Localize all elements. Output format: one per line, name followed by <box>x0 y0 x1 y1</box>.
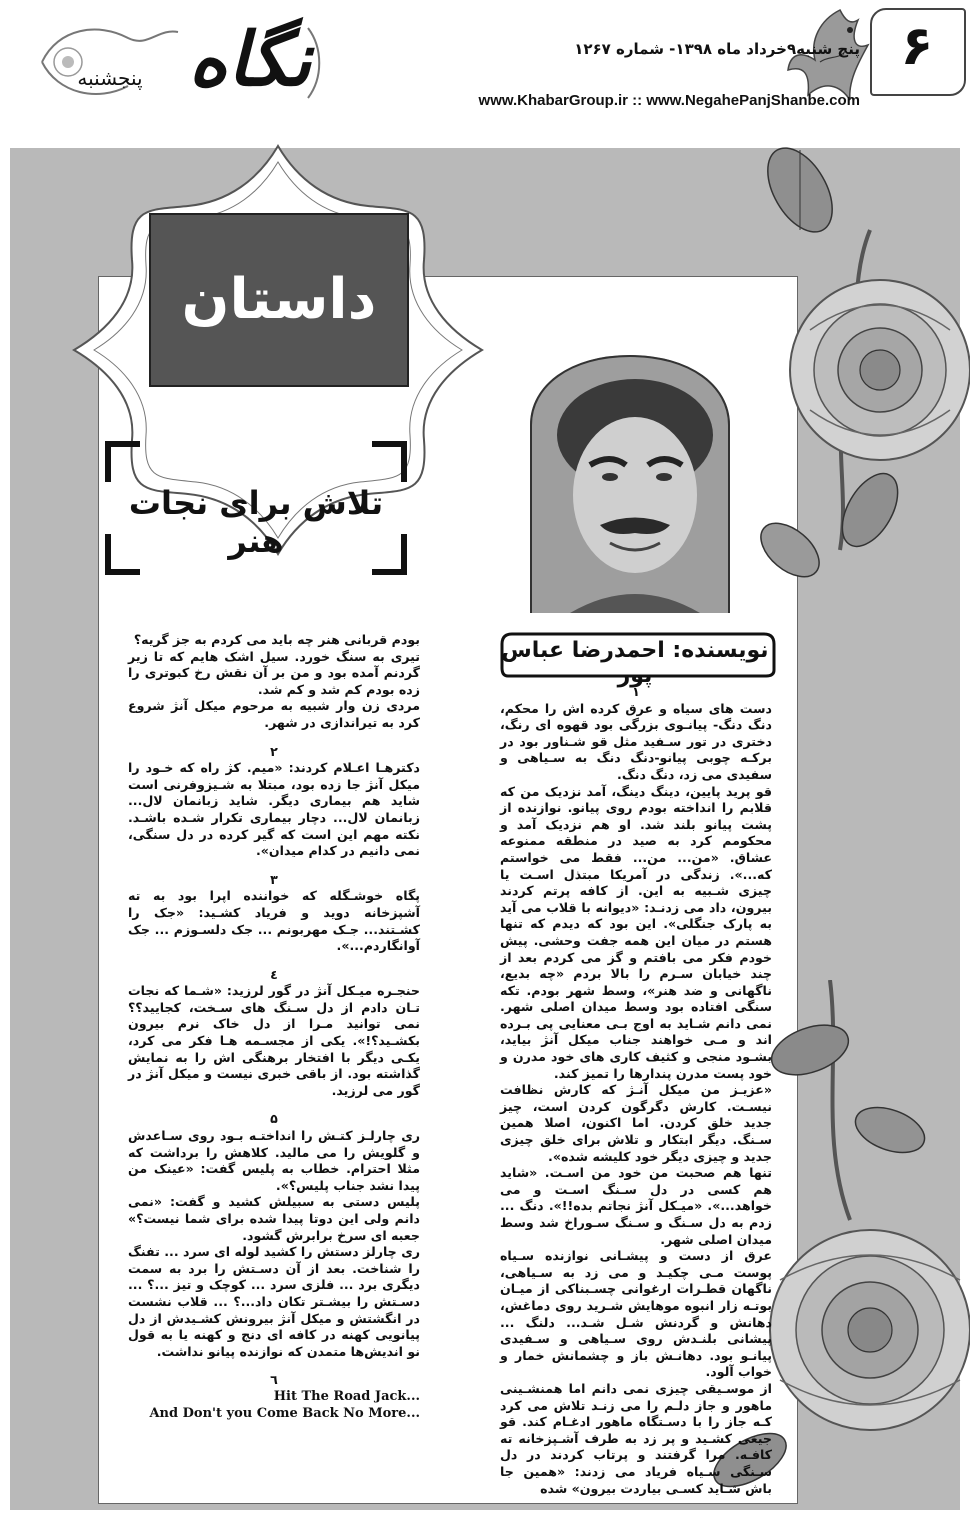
rose-illustration-top <box>730 130 970 590</box>
story-paragraph: تیری به سنگ خورد. سیل اشک هایم که تا زیر گردنم آمده بود و من بر آن نقش رخ کبوتری را زده بودم کم شد و کم شد. <box>128 648 420 697</box>
story-paragraph: پلیس دستی به سبیلش کشید و گفت: «نمی دانم ولی این دوتا پیدا شده برای شما نیست؟» جعبه ای سرخ برابرش گشود. <box>128 1194 420 1243</box>
story-column-right <box>500 684 772 1497</box>
author-photo <box>530 355 730 613</box>
section-number: ٦ <box>270 1372 278 1388</box>
story-paragraph: «عزیـز من میکل آنـژ که کارش نظافت نیسـت. کارش دگرگون کردن است، چیز جدید خلق کردن. اما اکنون، اصلا همین سـنگ. دیگر ابتکار و تلاش برای خلق چیزی جدید و چیزی دیگر خود کلیشه شده». <box>500 1082 772 1164</box>
story-column-left <box>128 632 420 1422</box>
masthead-logo: نگاه <box>188 17 312 103</box>
story-title: تلاش برای نجات هنر <box>128 484 384 560</box>
story-paragraph: عرق از دست و پیشـانی نوازنده سـیاه پوست مـی چکیـد و می زد به سـیاهی، ناگهان قطـرات ارغوانی چسـبناکی از میـان بوتـه زار انبوه موهایش شـرید روی دماغش، دهانش و گردنش شـل شـد... دلنگ ... پیشانی بلنـدش روی سـیاهی و سـفیدی پیانـو بود. دهانـش باز و چشمانش خمار و خواب آلود. <box>500 1248 772 1380</box>
story-paragraph: مردی زن وار شبیه به مرحوم میکل آنژ شروع کرد به تیراندازی در شهر. <box>128 698 420 730</box>
story-paragraph: از موسـیقی چیزی نمی دانم اما همنشـینی ماهور و جاز دلـم را می زنـد تلاش می کرد کـه جاز را با دسـتگاه ماهور ادغـام کند. قو جیغی کشـید و پر زد به طرف آشـپزخانه ته کافـه. مرا گرفتند و پرتاب کردند در دل سـنگی سـیاه فریاد می زدند: «همین جا باش شـاید کسـی بیاردت بیرون» شده <box>500 1380 772 1496</box>
closing-line: Hit The Road Jack... <box>273 1388 420 1404</box>
story-paragraph: پگاه خوشـگله که خواننده اپرا بود به ته آشپزخانه دوید و فریاد کشـید: «جک را کشـتند... جـک مهربونم ... جک دلسـوزم ... جک آوانگاردم...». <box>128 888 420 954</box>
story-paragraph: بودم قربانی هنر چه باید می کردم به جز گریه؟ <box>133 632 420 647</box>
story-paragraph: قو پرید پایین، دینگ دینگ، آمد نزدیک من که قلابم را انداخته بودم روی پیانو. نوازنده از پشت پیانو بلند شد. او هم نزدیک آمد و محکومم کرد به صید در منطقه ممنوعه عشاق. «من... من... فقط می خواستم که...». زندگی در آمریکا مبتذل اسـت یا چیزی شـبیه به این. از کافه پرتم کردند بیرون، داد می زدنـد: «دیوانه با قلاب می آید به پارک جنگلی». این بود که دیدم که تنها هستم در میان این همه جفت وحشی. پیش خودم فکر می بافتم و گز می کردم بعد از چند خیابان سـرم را بالا بردم «چه بدیع، ناگهانی و ضد هنر»، وسط شهر بودم. تکه سنگی افتاده بود وسط میدان اصلی شهر. نمی دانم شـاید به اوج بـی معنایی پی بـرده اند و مـی خواهند جناب میکل آنژ بیاید، بشـود منجی و کثیف کاری های خود مدرن و خود پست مدرن پندارها را تمیز کند. <box>500 783 772 1081</box>
section-number: ۲ <box>270 743 278 759</box>
story-paragraph: ری چارلـز کتـش را انداختـه بـود روی سـاعدش و گلویش را می مالید. کلاهش را برداشت که مثلا احترام. خطاب به پلیس گفت: «عینک من پیدا نشد جناب پلیس؟». <box>128 1128 420 1193</box>
issue-date-line: پنج شنبه۹خرداد ماه ۱۳۹۸- شماره ۱۲۶۷ <box>574 40 860 58</box>
section-number: ۳ <box>270 871 278 887</box>
masthead-subtitle: پنجشنبه <box>77 66 143 90</box>
website-line: www.KhabarGroup.ir :: www.NegahePanjShanbe.com <box>478 92 860 109</box>
page-number: ۶ <box>900 14 934 77</box>
section-number: ٤ <box>270 966 278 982</box>
section-number: ۱ <box>632 684 640 699</box>
story-paragraph: دکترهـا اعـلام کردند: «میم. کژ راه که خـود را میکل آنژ جا زده بود، مبتلا به شـیزوفرنی است شاید هم بیماری دیگر. شاید زبانمان لال... زبانمان لال... دچار بیماری تکرار شـده باشـد. نکته مهم این است که گیر کرده در دل سنگی، نمی دانیم در کدام میدان». <box>128 760 420 859</box>
story-paragraph: تنها هم صحبت من خود من اسـت. «شاید هم کسی در دل سـنگ اسـت و می خواهد...». «میـکل آنژ نجاتم بده!!». دنگ ... زدم به دل سـنگ و سـنگ سـوراخ شد وسط میدان اصلی شهر. <box>500 1165 772 1247</box>
author-label: نویسنده: احمدرضا عباس پور <box>501 638 769 688</box>
section-title: داستان <box>181 267 377 332</box>
story-paragraph: ری چارلز دستش را کشید لوله ای سرد ... تفنگ را شناخت. بعد از آن دسـتش را برد به سمت دیگری برد ... فلزی سرد ... کوچک و تیز ...؟ ... دسـتش را بیشـتر تکان داد...؟ ... قلاب نشست در انگشتش و میکل آنژ بیرونش کشـیدش از دل پیانویی کهنه در کافه ای دنج و کهنه یا به قول نو اندیش‌ها متمدن که نوازنده پیانو نداشت. <box>128 1244 420 1359</box>
section-number: ۵ <box>270 1111 278 1127</box>
closing-line: And Don't you Come Back No More... <box>149 1405 420 1421</box>
story-paragraph: حنجـره میـکل آنژ در گور لرزید: «شـما که نجات تـان دادم از دل سـنگ های سـخت، کجایید؟؟ نمی توانید مـرا از دل خاک نرم بیرون بکشـید؟!». یکی از مجسـمه هـا فکر می کرد، یکـی دیگر با افتخار برهنگی اش را به نمایش گذاشته بود. از باقی خبری نیست و میکل آنژ در گور می لرزید. <box>128 983 420 1098</box>
story-paragraph: دست های سیاه و عرق کرده اش را محکم، دنگ دنگ- پیانـوی بزرگی بود قهوه ای رنگ، دختری در تور سـفید مثل قو شـناور بود در برکـه چوبی پیانو-دنگ دنگ به سـیاهی و سفیدی می زد، دنگ دنگ. <box>500 700 772 782</box>
